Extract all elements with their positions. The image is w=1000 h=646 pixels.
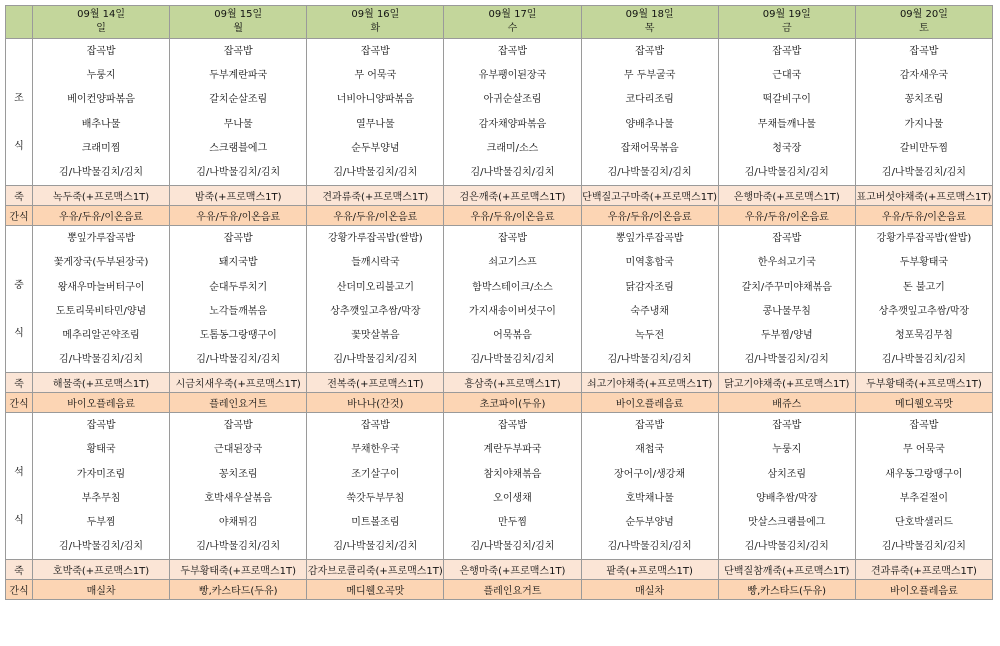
menu-item: 갈치/주꾸미야채볶음 <box>741 281 832 293</box>
snack-cell: 우유/두유/이온음료 <box>581 206 718 226</box>
day-date: 09월 19일 <box>762 9 811 20</box>
breakfast-day-3 <box>444 39 581 186</box>
meal-label-char: 식 <box>14 328 24 340</box>
menu-item: 근대된장국 <box>214 444 263 456</box>
menu-item: 김/나박물김치/김치 <box>470 354 555 366</box>
porridge-cell: 해물죽(+프로맥스1T) <box>33 373 170 393</box>
porridge-cell: 호박죽(+프로맥스1T) <box>33 560 170 580</box>
menu-item: 잡곡밥 <box>498 420 527 432</box>
breakfast-row <box>6 39 993 186</box>
menu-item: 순두부양념 <box>351 142 400 154</box>
menu-item: 조기살구이 <box>351 468 400 480</box>
menu-item: 두부찜/양념 <box>760 329 813 341</box>
menu-item: 잡곡밥 <box>498 233 527 245</box>
meal-label-char: 조 <box>14 93 24 105</box>
porridge-cell: 닭고기야채죽(+프로맥스1T) <box>718 373 855 393</box>
snack-cell: 매실차 <box>581 580 718 600</box>
dinner-day-3 <box>444 413 581 560</box>
snack-cell: 바이오플레음료 <box>33 393 170 413</box>
porridge-cell: 팥죽(+프로맥스1T) <box>581 560 718 580</box>
day-header-6 <box>855 6 992 39</box>
menu-item: 가지나물 <box>904 118 944 130</box>
dinner-day-4 <box>581 413 718 560</box>
menu-item: 청포묵김무침 <box>894 329 953 341</box>
porridge-label: 죽 <box>6 373 33 393</box>
menu-item: 감자채양파볶음 <box>478 118 547 130</box>
menu-item: 김/나박물김치/김치 <box>59 166 144 178</box>
menu-item: 노각들깨볶음 <box>209 305 268 317</box>
menu-item: 장어구이/생강채 <box>614 468 686 480</box>
header-row <box>6 6 993 39</box>
menu-item: 양배추쌈/막장 <box>756 492 818 504</box>
menu-item: 떡갈비구이 <box>762 94 811 106</box>
porridge-cell: 검은깨죽(+프로맥스1T) <box>444 186 581 206</box>
menu-item: 김/나박물김치/김치 <box>470 166 555 178</box>
menu-item: 열무나물 <box>356 118 395 130</box>
menu-item: 김/나박물김치/김치 <box>607 541 692 553</box>
dinner-day-0 <box>33 413 170 560</box>
porridge-cell: 밤죽(+프로맥스1T) <box>170 186 307 206</box>
menu-item: 재첩국 <box>635 444 665 456</box>
menu-item: 쑥갓두부무침 <box>346 492 405 504</box>
table-body <box>6 39 993 600</box>
snack-cell: 우유/두유/이온음료 <box>718 206 855 226</box>
snack-cell: 플레인요거트 <box>444 580 581 600</box>
menu-item: 쇠고기스프 <box>488 257 537 269</box>
porridge-cell: 두부황태죽(+프로맥스1T) <box>855 373 992 393</box>
menu-item: 숙주냉채 <box>630 305 669 317</box>
porridge-cell: 녹두죽(+프로맥스1T) <box>33 186 170 206</box>
breakfast-day-0 <box>33 39 170 186</box>
menu-item: 야채튀김 <box>218 517 258 528</box>
menu-item: 유부팽이된장국 <box>478 70 547 82</box>
menu-item: 잡곡밥 <box>223 420 253 432</box>
menu-item: 상추깻잎고추쌈/막장 <box>330 305 421 317</box>
snack-label: 간식 <box>6 580 33 600</box>
snack-cell: 빵,카스타드(두유) <box>718 580 855 600</box>
snack-cell: 우유/두유/이온음료 <box>170 206 307 226</box>
menu-item: 순두부양념 <box>625 517 674 528</box>
menu-item: 뽕잎가루잡곡밥 <box>615 233 684 245</box>
menu-item: 함박스테이크/소스 <box>472 281 553 293</box>
breakfast-day-2 <box>307 39 444 186</box>
menu-item: 오이생채 <box>493 492 532 504</box>
menu-item: 강황가루잡곡밥(쌀밥) <box>876 233 972 245</box>
menu-item: 김/나박물김치/김치 <box>881 354 966 366</box>
lunch-day-6 <box>855 226 992 373</box>
lunch-porridge-row <box>6 373 993 393</box>
menu-item: 가자미조림 <box>76 468 126 480</box>
menu-item: 베이컨양파볶음 <box>67 94 135 106</box>
snack-cell: 우유/두유/이온음료 <box>33 206 170 226</box>
menu-item: 강황가루잡곡밥(쌀밥) <box>327 233 423 245</box>
weekly-meal-table <box>5 5 993 600</box>
snack-cell: 배쥬스 <box>718 393 855 413</box>
dinner-snack-row <box>6 580 993 600</box>
menu-item: 새우동그랑땡구이 <box>885 468 963 480</box>
day-weekday: 수 <box>507 23 518 34</box>
menu-item: 미역홍합국 <box>625 257 674 269</box>
porridge-cell: 두부황태죽(+프로맥스1T) <box>170 560 307 580</box>
menu-item: 김/나박물김치/김치 <box>333 541 418 553</box>
dinner-day-6 <box>855 413 992 560</box>
day-weekday: 일 <box>96 23 106 34</box>
snack-cell: 매실차 <box>33 580 170 600</box>
porridge-cell: 은행마죽(+프로맥스1T) <box>718 186 855 206</box>
porridge-cell: 단백질고구마죽(+프로맥스1T) <box>581 186 718 206</box>
menu-item: 크래미/소스 <box>486 142 539 154</box>
breakfast-day-5 <box>718 39 855 186</box>
menu-item: 도토리묵비타민/양념 <box>55 305 147 317</box>
menu-item: 김/나박물김치/김치 <box>744 541 829 553</box>
menu-item: 김/나박물김치/김치 <box>607 354 692 366</box>
menu-item: 꽁치조림 <box>904 94 944 106</box>
menu-item: 코다리조림 <box>625 94 674 106</box>
porridge-cell: 표고버섯야채죽(+프로맥스1T) <box>855 186 992 206</box>
snack-cell: 바나나(간것) <box>307 393 444 413</box>
menu-item: 부추무침 <box>81 492 121 504</box>
menu-item: 잡곡밥 <box>360 420 390 432</box>
dinner-day-1 <box>170 413 307 560</box>
menu-item: 순대두루치기 <box>209 281 268 293</box>
menu-item: 너비아니양파볶음 <box>336 94 414 106</box>
day-header-4 <box>581 6 718 39</box>
snack-cell: 바이오플레음료 <box>855 580 992 600</box>
menu-item: 맛살스크램블에그 <box>748 517 826 528</box>
menu-item: 김/나박물김치/김치 <box>744 166 829 178</box>
snack-cell: 메디웰오곡맛 <box>855 393 992 413</box>
porridge-cell: 견과류죽(+프로맥스1T) <box>855 560 992 580</box>
snack-cell: 우유/두유/이온음료 <box>444 206 581 226</box>
meal-label-char: 식 <box>14 515 24 527</box>
menu-item: 호박새우살볶음 <box>204 492 273 504</box>
day-header-5 <box>718 6 855 39</box>
dinner-label <box>6 413 33 560</box>
meal-label-char: 식 <box>14 141 24 153</box>
lunch-day-1 <box>170 226 307 373</box>
menu-item: 한우쇠고기국 <box>757 257 816 269</box>
menu-item: 잡곡밥 <box>772 233 802 245</box>
menu-item: 돈 불고기 <box>903 281 945 293</box>
lunch-row <box>6 226 993 373</box>
menu-item: 잡곡밥 <box>223 46 253 57</box>
menu-item: 근대국 <box>772 70 802 82</box>
porridge-cell: 흥삼죽(+프로맥스1T) <box>444 373 581 393</box>
snack-cell: 우유/두유/이온음료 <box>307 206 444 226</box>
menu-item: 상추깻잎고추쌈/막장 <box>878 305 970 317</box>
menu-item: 삼치조림 <box>767 468 807 480</box>
menu-item: 부추겉절이 <box>899 492 949 504</box>
menu-item: 잡곡밥 <box>223 233 253 245</box>
menu-item: 잡곡밥 <box>909 420 939 432</box>
menu-item: 양배추나물 <box>625 118 674 130</box>
breakfast-day-4 <box>581 39 718 186</box>
porridge-cell: 견과류죽(+프로맥스1T) <box>307 186 444 206</box>
dinner-day-2 <box>307 413 444 560</box>
menu-item: 김/나박물김치/김치 <box>333 354 418 366</box>
menu-item: 김/나박물김치/김치 <box>881 166 966 178</box>
menu-item: 김/나박물김치/김치 <box>196 354 281 366</box>
menu-item: 무 어묵국 <box>903 444 945 456</box>
menu-item: 크래미찜 <box>81 142 121 154</box>
meal-label-char: 석 <box>14 467 24 479</box>
day-date: 09월 20일 <box>899 9 948 20</box>
porridge-cell: 시금치새우죽(+프로맥스1T) <box>170 373 307 393</box>
porridge-cell: 전복죽(+프로맥스1T) <box>307 373 444 393</box>
menu-item: 무나물 <box>223 118 253 130</box>
menu-item: 두부황태국 <box>899 257 949 269</box>
lunch-day-3 <box>444 226 581 373</box>
day-date: 09월 16일 <box>351 9 400 20</box>
snack-cell: 바이오플레음료 <box>581 393 718 413</box>
menu-item: 도톰동그랑땡구이 <box>199 329 277 341</box>
lunch-day-5 <box>718 226 855 373</box>
day-weekday: 화 <box>370 23 381 34</box>
day-date: 09월 18일 <box>625 9 674 20</box>
porridge-label: 죽 <box>6 560 33 580</box>
breakfast-porridge-row <box>6 186 993 206</box>
porridge-cell: 감자브로콜리죽(+프로맥스1T) <box>307 560 444 580</box>
day-header-1 <box>170 6 307 39</box>
breakfast-day-6 <box>855 39 992 186</box>
day-header-3 <box>444 6 581 39</box>
menu-item: 김/나박물김치/김치 <box>744 354 829 366</box>
menu-item: 잡곡밥 <box>498 46 527 57</box>
menu-item: 뽕잎가루잡곡밥 <box>67 233 135 245</box>
menu-item: 잡곡밥 <box>772 420 802 432</box>
breakfast-label <box>6 39 33 186</box>
menu-item: 들깨시락국 <box>351 257 400 269</box>
menu-item: 호박채나물 <box>625 492 674 504</box>
day-date: 09월 17일 <box>488 9 537 20</box>
menu-item: 김/나박물김치/김치 <box>196 541 281 553</box>
snack-cell: 메디웰오곡맛 <box>307 580 444 600</box>
menu-item: 잡채어묵볶음 <box>620 142 679 154</box>
menu-item: 꽃게장국(두부된장국) <box>53 257 149 269</box>
menu-item: 잡곡밥 <box>635 420 665 432</box>
day-header-2 <box>307 6 444 39</box>
lunch-day-0 <box>33 226 170 373</box>
meal-label-char: 중 <box>14 280 24 292</box>
day-weekday: 금 <box>781 23 792 34</box>
menu-item: 꽃맛살볶음 <box>351 329 400 341</box>
menu-item: 김/나박물김치/김치 <box>881 541 966 553</box>
menu-item: 김/나박물김치/김치 <box>196 166 281 178</box>
menu-item: 무채한우국 <box>351 444 400 456</box>
dinner-porridge-row <box>6 560 993 580</box>
menu-item: 콩나물무침 <box>762 305 811 317</box>
menu-item: 꽁치조림 <box>218 468 258 480</box>
menu-item: 황태국 <box>86 444 116 456</box>
dinner-row <box>6 413 993 560</box>
menu-item: 잡곡밥 <box>635 46 665 57</box>
menu-item: 단호박샐러드 <box>894 517 953 528</box>
menu-item: 잡곡밥 <box>360 46 390 57</box>
header-corner <box>6 6 33 39</box>
menu-item: 아귀순살조림 <box>483 94 542 106</box>
menu-item: 두부계란파국 <box>209 70 268 82</box>
menu-item: 스크램블에그 <box>209 142 268 154</box>
menu-item: 김/나박물김치/김치 <box>59 354 144 366</box>
snack-cell: 초코파이(두유) <box>444 393 581 413</box>
menu-item: 김/나박물김치/김치 <box>59 541 144 553</box>
menu-item: 참치야채볶음 <box>483 468 542 480</box>
menu-item: 감자새우국 <box>899 70 949 82</box>
menu-item: 잡곡밥 <box>772 46 802 57</box>
porridge-label: 죽 <box>6 186 33 206</box>
lunch-label <box>6 226 33 373</box>
menu-item: 무채들깨나물 <box>757 118 816 130</box>
menu-item: 잡곡밥 <box>86 46 116 57</box>
day-weekday: 월 <box>233 23 244 34</box>
snack-label: 간식 <box>6 393 33 413</box>
breakfast-snack-row <box>6 206 993 226</box>
menu-item: 김/나박물김치/김치 <box>470 541 555 553</box>
snack-cell: 빵,카스타드(두유) <box>170 580 307 600</box>
menu-item: 누룽지 <box>86 70 116 82</box>
menu-item: 녹두전 <box>635 329 665 341</box>
menu-item: 잡곡밥 <box>909 46 939 57</box>
menu-item: 갈치순살조림 <box>209 94 268 106</box>
menu-item: 누룽지 <box>772 444 802 456</box>
snack-label: 간식 <box>6 206 33 226</box>
porridge-cell: 단백질참깨죽(+프로맥스1T) <box>718 560 855 580</box>
menu-item: 잡곡밥 <box>86 420 116 432</box>
breakfast-day-1 <box>170 39 307 186</box>
menu-item: 배추나물 <box>81 118 121 130</box>
menu-item: 산더미오리불고기 <box>336 281 414 293</box>
snack-cell: 플레인요거트 <box>170 393 307 413</box>
menu-item: 두부찜 <box>86 517 116 528</box>
menu-item: 김/나박물김치/김치 <box>333 166 418 178</box>
menu-item: 돼지국밥 <box>218 257 258 269</box>
lunch-day-4 <box>581 226 718 373</box>
menu-item: 닭감자조림 <box>625 281 674 293</box>
menu-item: 만두찜 <box>498 517 527 528</box>
menu-item: 메추리알곤약조림 <box>62 329 140 341</box>
menu-item: 왕새우마늘버터구이 <box>57 281 145 293</box>
dinner-day-5 <box>718 413 855 560</box>
menu-item: 계란두부파국 <box>483 444 542 456</box>
menu-item: 무 어묵국 <box>354 70 397 82</box>
menu-item: 갈비만두찜 <box>899 142 949 154</box>
menu-item: 어묵볶음 <box>493 329 532 341</box>
menu-item: 가지새송이버섯구이 <box>469 305 556 317</box>
menu-item: 무 두부굴국 <box>623 70 676 82</box>
menu-item: 청국장 <box>772 142 802 154</box>
menu-item: 김/나박물김치/김치 <box>607 166 692 178</box>
porridge-cell: 은행마죽(+프로맥스1T) <box>444 560 581 580</box>
day-date: 09월 15일 <box>214 9 263 20</box>
lunch-snack-row <box>6 393 993 413</box>
day-weekday: 목 <box>644 23 655 34</box>
day-date: 09월 14일 <box>77 9 126 20</box>
snack-cell: 우유/두유/이온음료 <box>855 206 992 226</box>
day-header-0 <box>33 6 170 39</box>
day-weekday: 토 <box>919 23 929 34</box>
porridge-cell: 쇠고기야채죽(+프로맥스1T) <box>581 373 718 393</box>
lunch-day-2 <box>307 226 444 373</box>
menu-item: 미트볼조림 <box>351 517 400 528</box>
